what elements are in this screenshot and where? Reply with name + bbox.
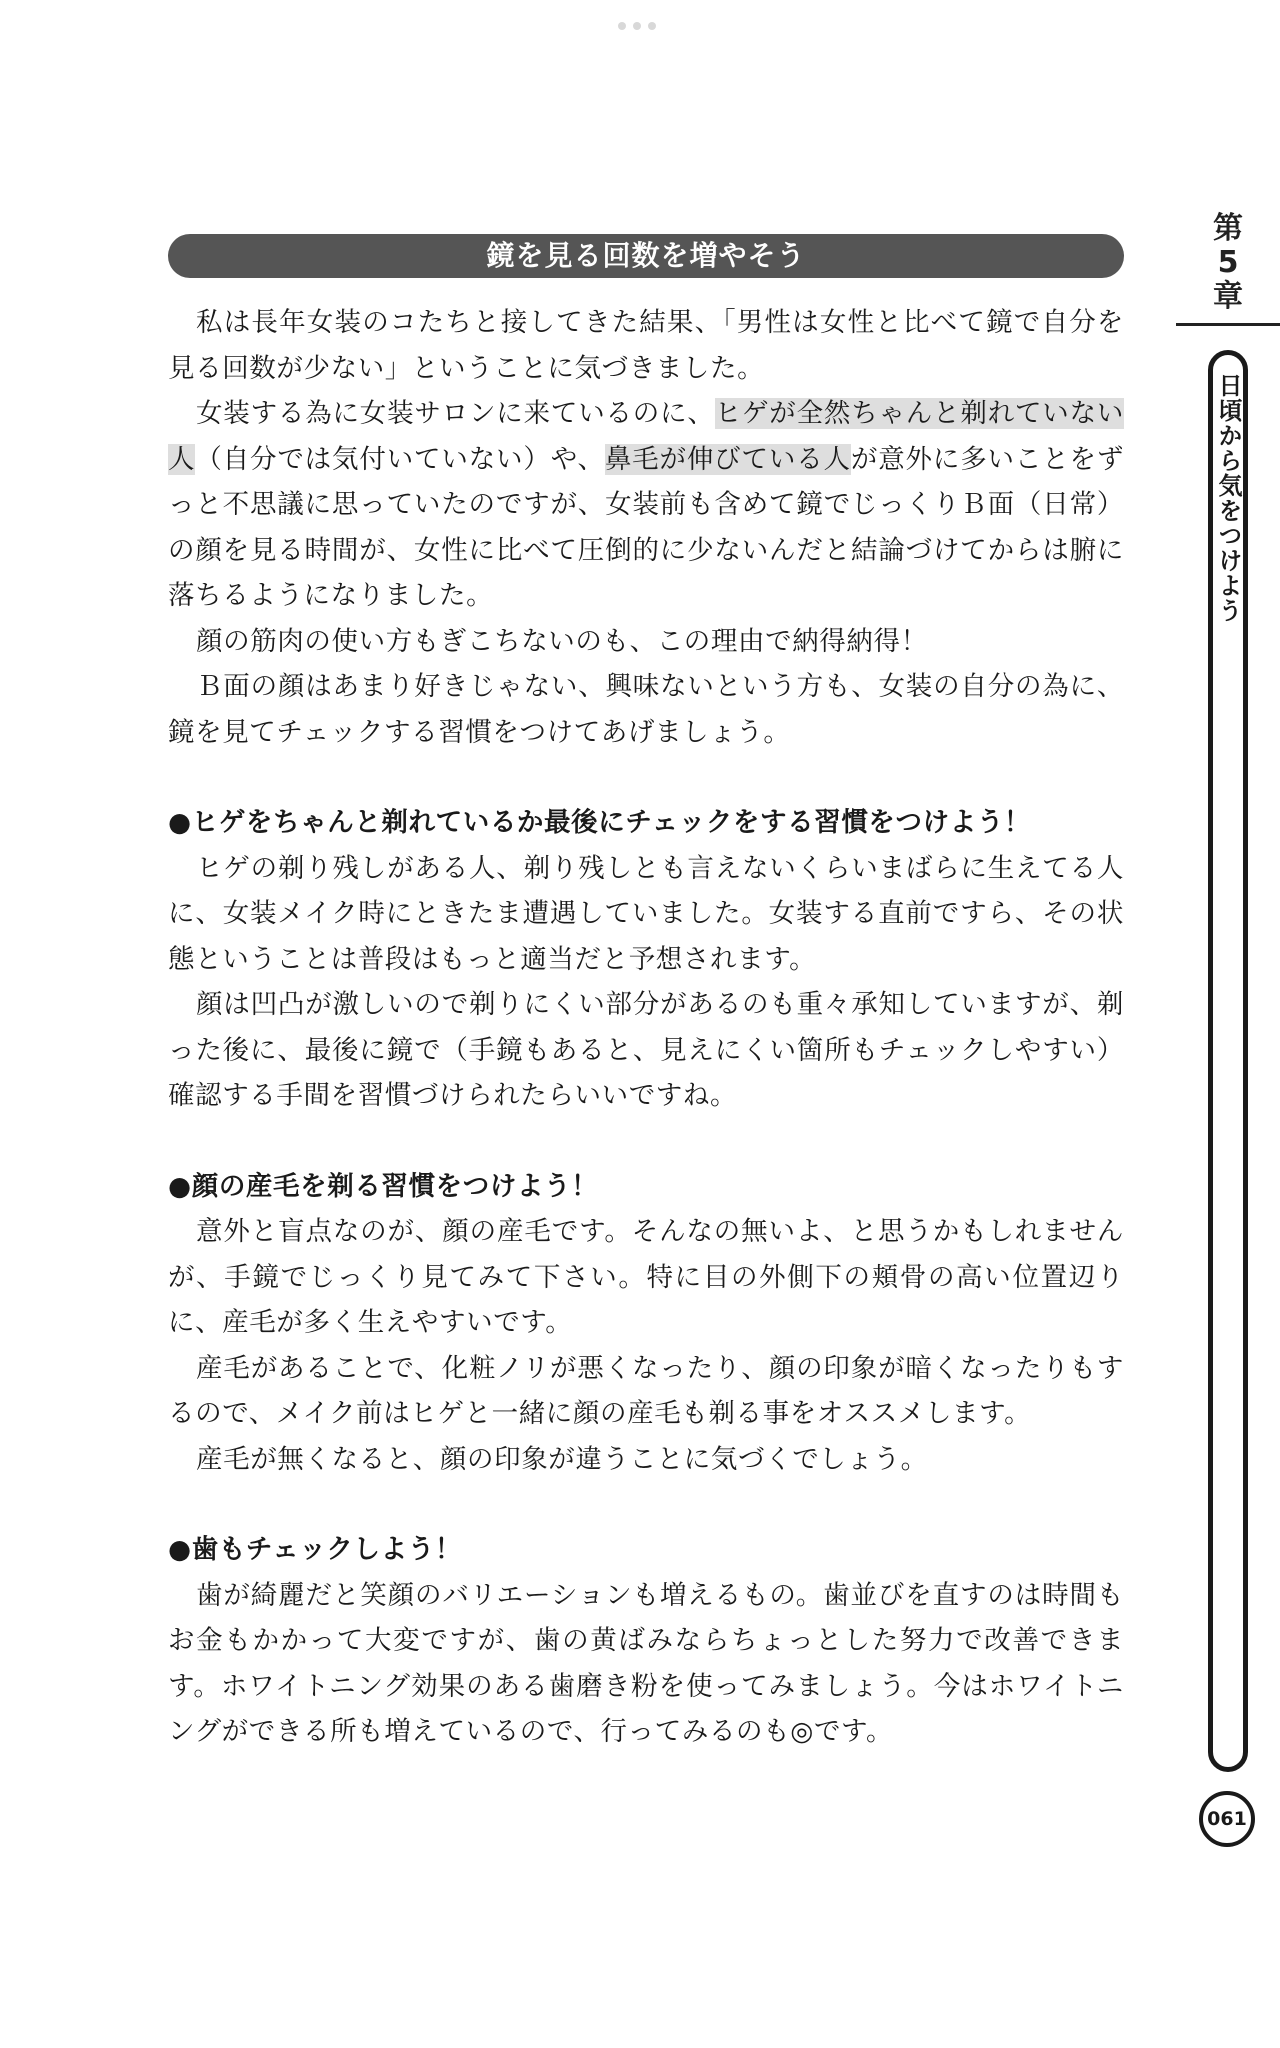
dot [618,22,626,30]
intro-paragraph-1: 私は長年女装のコたちと接してきた結果、「男性は女性と比べて鏡で自分を見る回数が少ない」ということに気づきました。 [168,307,1124,384]
dot [648,22,656,30]
top-indicator-dots [618,22,656,30]
section-title-bar: 鏡を見る回数を増やそう [168,234,1124,278]
chapter-side-tab [1208,350,1248,1772]
intro-p2-text-a: 女装する為に女装サロンに来ているのに、 [196,398,715,429]
intro-paragraph-2 [168,391,1124,619]
page-number-badge: 061 [1199,1791,1255,1847]
chapter-label [1198,212,1258,314]
fuzz-paragraph-2: 産毛があることで、化粧ノリが悪くなったり、顔の印象が暗くなったりもするので、メイク前はヒゲと一緒に顔の産毛も剃る事をオススメします。 [168,1352,1124,1429]
teeth-paragraph-1: 歯が綺麗だと笑顔のバリエーションも増えるもの。歯並びを直すのは時間もお金もかかって大変ですが、歯の黄ばみならちょっとした努力で改善できます。ホワイトニング効果のある歯磨き粉を使ってみましょう。今はホワイトニングができる所も増えているので、行ってみるのも◎です。 [168,1579,1124,1747]
section-heading-peach-fuzz: ●顔の産毛を剃る習慣をつけよう！ [168,1170,599,1202]
chapter-label-bottom: 章 [1213,279,1243,314]
fuzz-paragraph-3: 産毛が無くなると、顔の印象が違うことに気づくでしょう。 [196,1443,928,1475]
beard-paragraph-2: 顔は凹凸が激しいので剃りにくい部分があるのも重々承知していますが、剃った後に、最後に鏡で（手鏡もあると、見えにくい箇所もチェックしやすい）確認する手間を習慣づけられたらいいですね。 [168,989,1124,1111]
highlight-nose-hair: 鼻毛が伸びている人 [604,443,851,475]
main-content [168,300,1124,1755]
beard-paragraph-1: ヒゲの剃り残しがある人、剃り残しとも言えないくらいまばらに生えてる人に、女装メイク時にときたま遭遇していました。女装する直前ですら、その状態ということは普段はもっと適当だと予想されます。 [168,852,1124,975]
intro-p2-text-c: が意外に多いことをずっと不思議に思っていたのですが、女装前も含めて鏡でじっくりＢ面（日常）の顔を見る時間が、女性に比べて圧倒的に少ないんだと結論づけてからは腑に落ちるようになりました。 [168,443,1124,611]
chapter-number: 5 [1217,245,1239,280]
section-heading-teeth: ●歯もチェックしよう！ [168,1534,462,1565]
highlight-beard: ヒゲが全然ちゃんと剃れていない人 [168,398,1125,475]
section-heading-beard: ●ヒゲをちゃんと剃れているか最後にチェックをする習慣をつけよう！ [168,807,1032,838]
side-tab-label: 日頃から気をつけよう [1214,373,1242,623]
intro-paragraph-4: Ｂ面の顔はあまり好きじゃない、興味ないという方も、女装の自分の為に、鏡を見てチェックする習慣をつけてあげましょう。 [168,671,1124,748]
intro-paragraph-3: 顔の筋肉の使い方もぎこちないのも、この理由で納得納得！ [196,625,928,657]
chapter-label-top: 第 [1213,211,1243,246]
fuzz-paragraph-1: 意外と盲点なのが、顔の産毛です。そんなの無いよ、と思うかもしれませんが、手鏡でじっくり見てみて下さい。特に目の外側下の頬骨の高い位置辺りに、産毛が多く生えやすいです。 [168,1216,1124,1338]
chapter-divider [1176,323,1280,326]
dot [633,22,641,30]
intro-p2-text-b: （自分では気付いていない）や、 [195,443,605,475]
